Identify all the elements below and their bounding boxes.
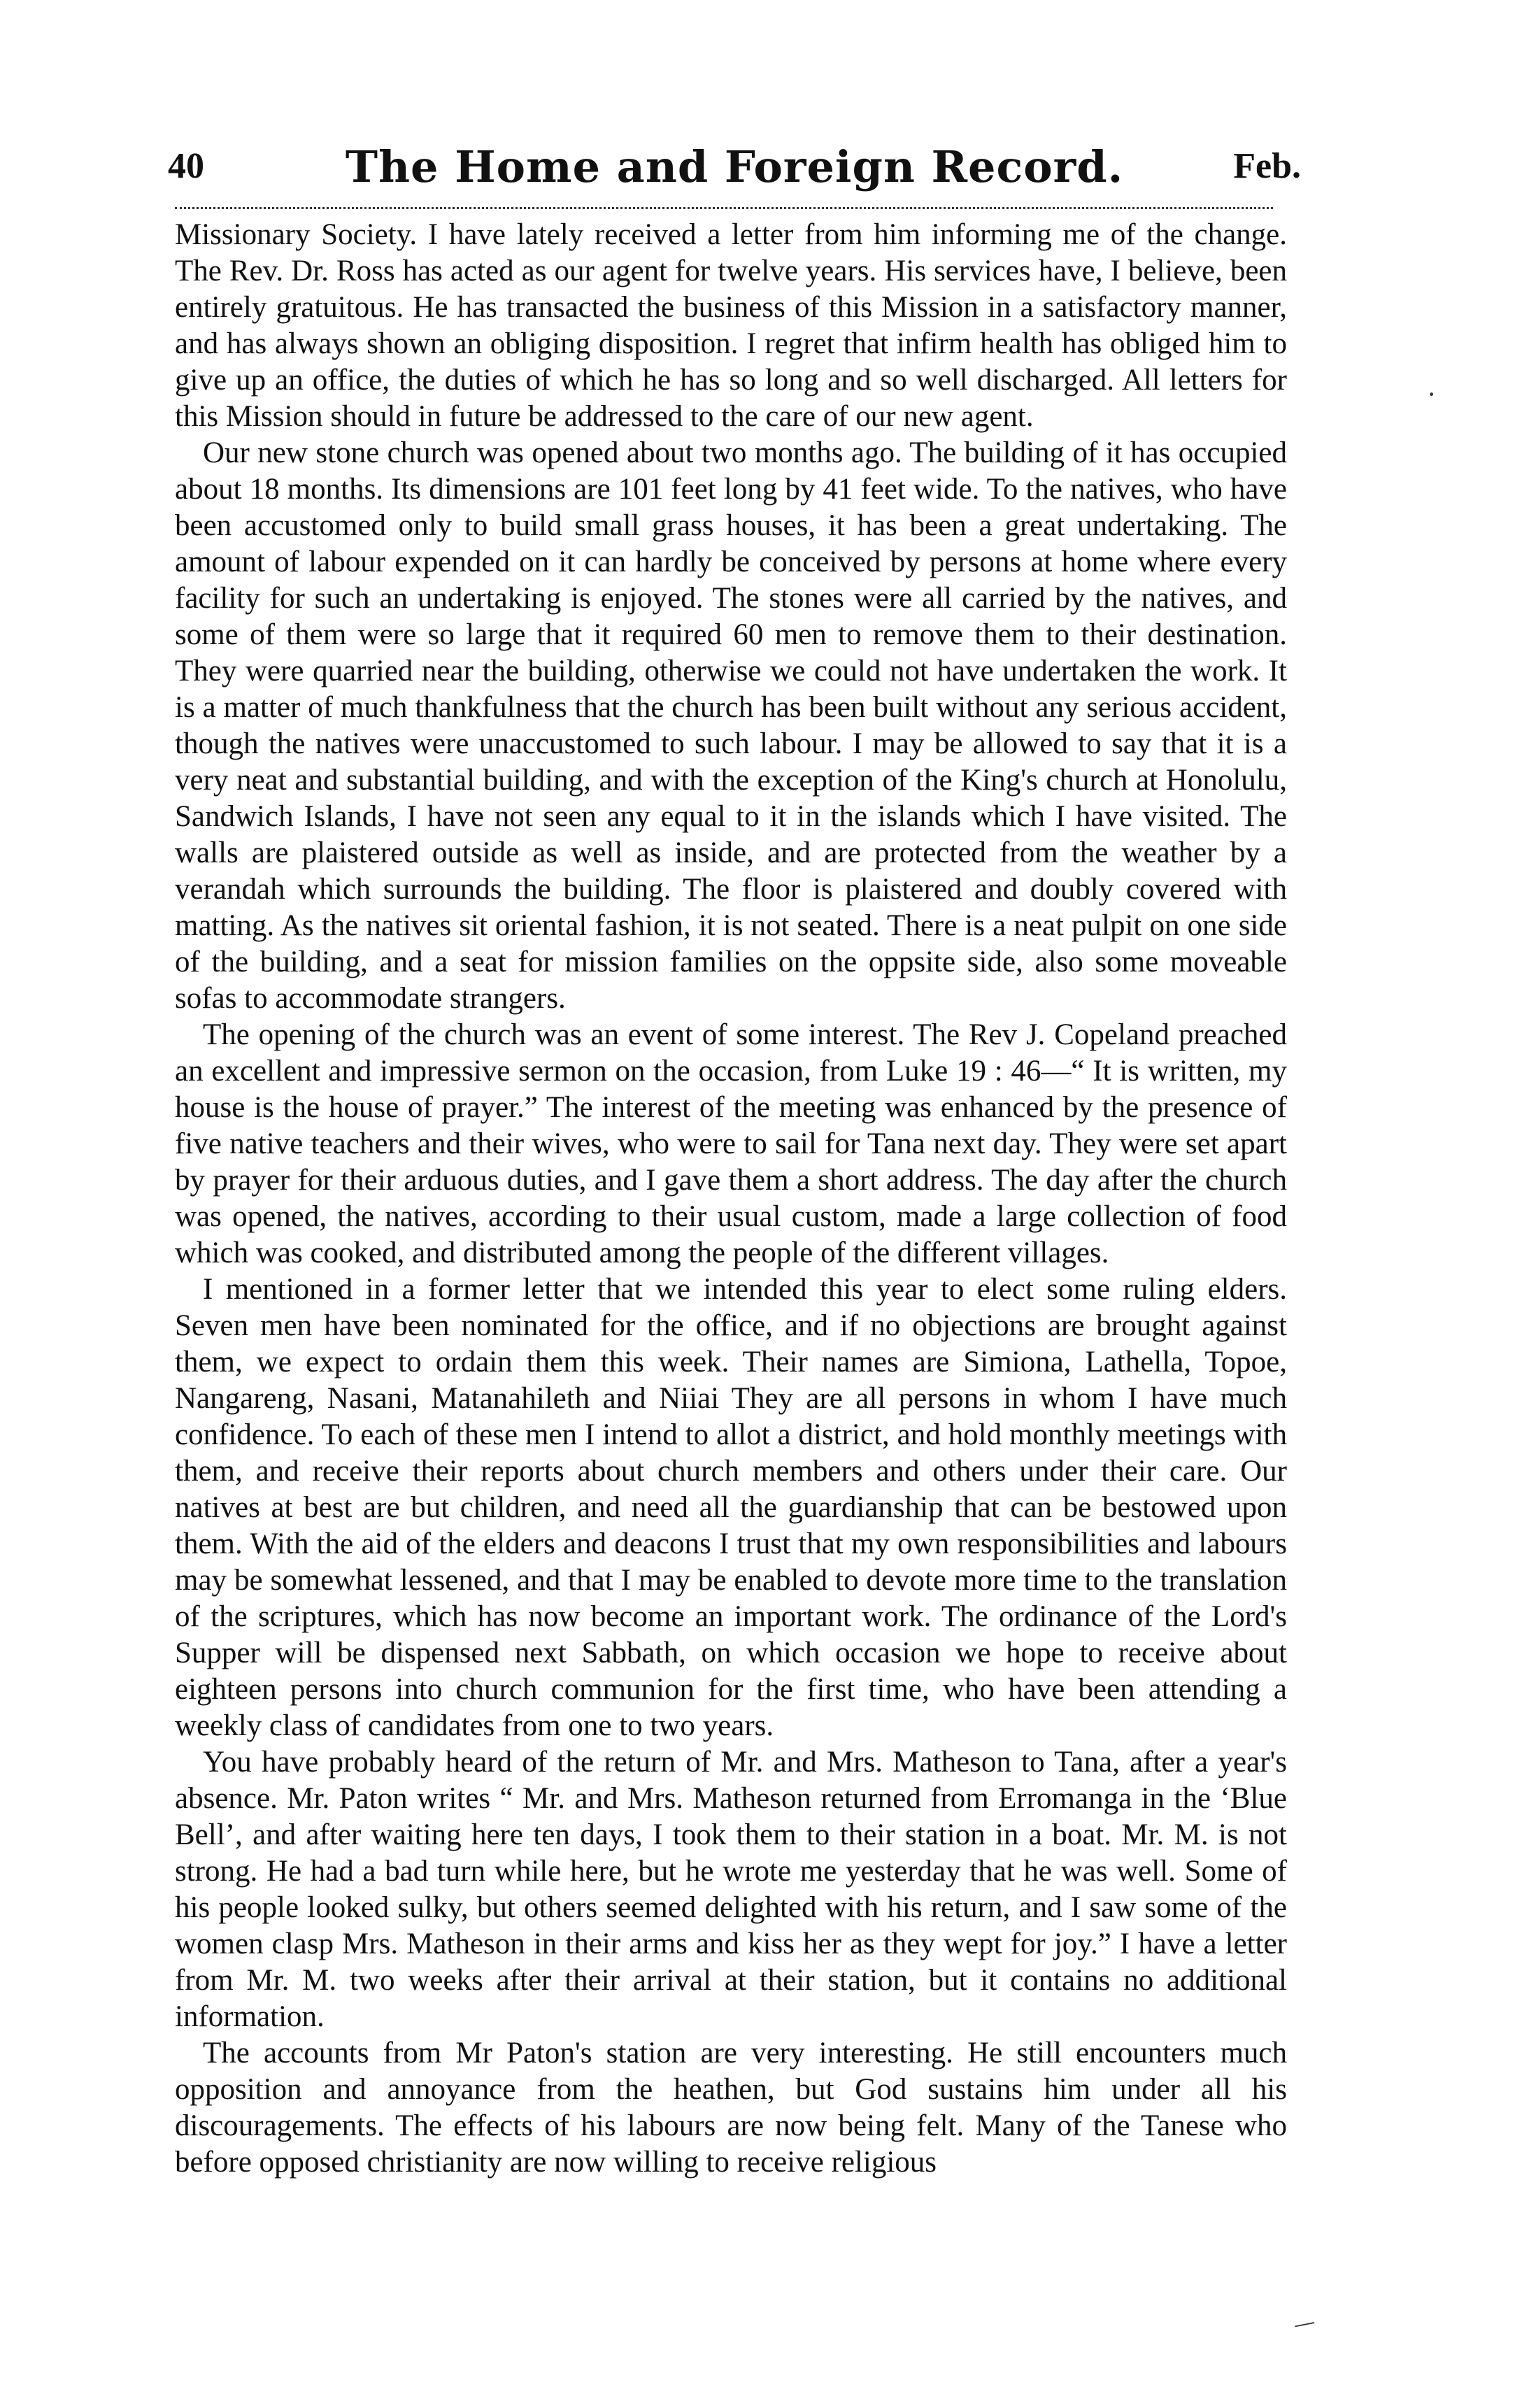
header-month: Feb. <box>1233 146 1301 186</box>
paragraph-1: Missionary Society. I have lately received a letter from him informing me of the change. The Rev. Dr. Ross has acted as our agent for twelve years. His services have, I believe, been entirely gratuitous. He has transacted the business of this Mission in a satisfactory manner, and has always shown an obliging disposition. I regret that infirm health has obliged him to give up an office, the duties of which he has so long and so well discharged. All letters for this Mission should in future be addressed to the care of our new agent. <box>175 218 1287 433</box>
page-number: 40 <box>168 146 204 186</box>
paragraph-5: You have probably heard of the return of Mr. and Mrs. Matheson to Tana, after a year's absence. Mr. Paton writes “ Mr. and Mrs. Matheson returned from Erromanga in the ‘Blue Bell’, and after waiting here ten days, I took them to their station in a boat. Mr. M. is not strong. He had a bad turn while here, but he wrote me yesterday that he was well. Some of his people looked sulky, but others seemed delighted with his return, and I saw some of the women clasp Mrs. Matheson in their arms and kiss her as they wept for joy.” I have a letter from Mr. M. two weeks after their arrival at their station, but it contains no additional information. <box>175 1746 1287 2033</box>
paragraph-3: The opening of the church was an event of some interest. The Rev J. Copeland preached an excellent and impressive sermon on the occasion, from Luke 19 : 46—“ It is written, my house is the house of prayer.” The interest of the meeting was enhanced by the presence of five native teachers and their wives, who were to sail for Tana next day. They were set apart by prayer for their arduous duties, and I gave them a short address. The day after the church was opened, the natives, according to their usual custom, made a large collection of food which was cooked, and distributed among the people of the different villages. <box>175 1018 1287 1269</box>
body-text <box>175 217 1287 2181</box>
margin-stroke: / <box>1289 2313 1321 2336</box>
margin-speck: · <box>1427 378 1437 410</box>
paragraph-6: The accounts from Mr Paton's station are very interesting. He still encounters much opposition and annoyance from the heathen, but God sustains him under all his discouragements. The effects of his labours are now being felt. Many of the Tanese who before opposed christianity are now willing to receive religious <box>175 2037 1287 2179</box>
running-title: The Home and Foreign Record. <box>345 141 1124 192</box>
paragraph-4: I mentioned in a former letter that we intended this year to elect some ruling elders. Seven men have been nominated for the office, and if no objections are brought against them, we expect to ordain them this week. Their names are Simiona, Lathella, Topoe, Nangareng, Nasani, Matanahileth and Niiai They are all persons in whom I have much confidence. To each of these men I intend to allot a district, and hold monthly meetings with them, and receive their reports about church members and others under their care. Our natives at best are but children, and need all the guardianship that can be bestowed upon them. With the aid of the elders and deacons I trust that my own responsibilities and labours may be somewhat lessened, and that I may be enabled to devote more time to the translation of the scriptures, which has now become an important work. The ordinance of the Lord's Supper will be dispensed next Sabbath, on which occasion we hope to receive about eighteen persons into church communion for the first time, who have been attending a weekly class of candidates from one to two years. <box>175 1273 1287 1742</box>
page-header <box>168 140 1301 196</box>
paragraph-2: Our new stone church was opened about two months ago. The building of it has occupied about 18 months. Its dimensions are 101 feet long by 41 feet wide. To the natives, who have been accustomed only to build small grass houses, it has been a great undertaking. The amount of labour expended on it can hardly be conceived by persons at home where every facility for such an undertaking is enjoyed. The stones were all carried by the natives, and some of them were so large that it required 60 men to remove them to their destination. They were quarried near the building, otherwise we could not have undertaken the work. It is a matter of much thankfulness that the church has been built without any serious accident, though the natives were unaccustomed to such labour. I may be allowed to say that it is a very neat and substantial building, and with the exception of the King's church at Honolulu, Sandwich Islands, I have not seen any equal to it in the islands which I have visited. The walls are plaistered outside as well as inside, and are protected from the weather by a verandah which surrounds the building. The floor is plaistered and doubly covered with matting. As the natives sit oriental fashion, it is not seated. There is a neat pulpit on one side of the building, and a seat for mission families on the oppsite side, also some moveable sofas to accommodate strangers. <box>175 436 1287 1015</box>
header-rule <box>175 207 1273 209</box>
